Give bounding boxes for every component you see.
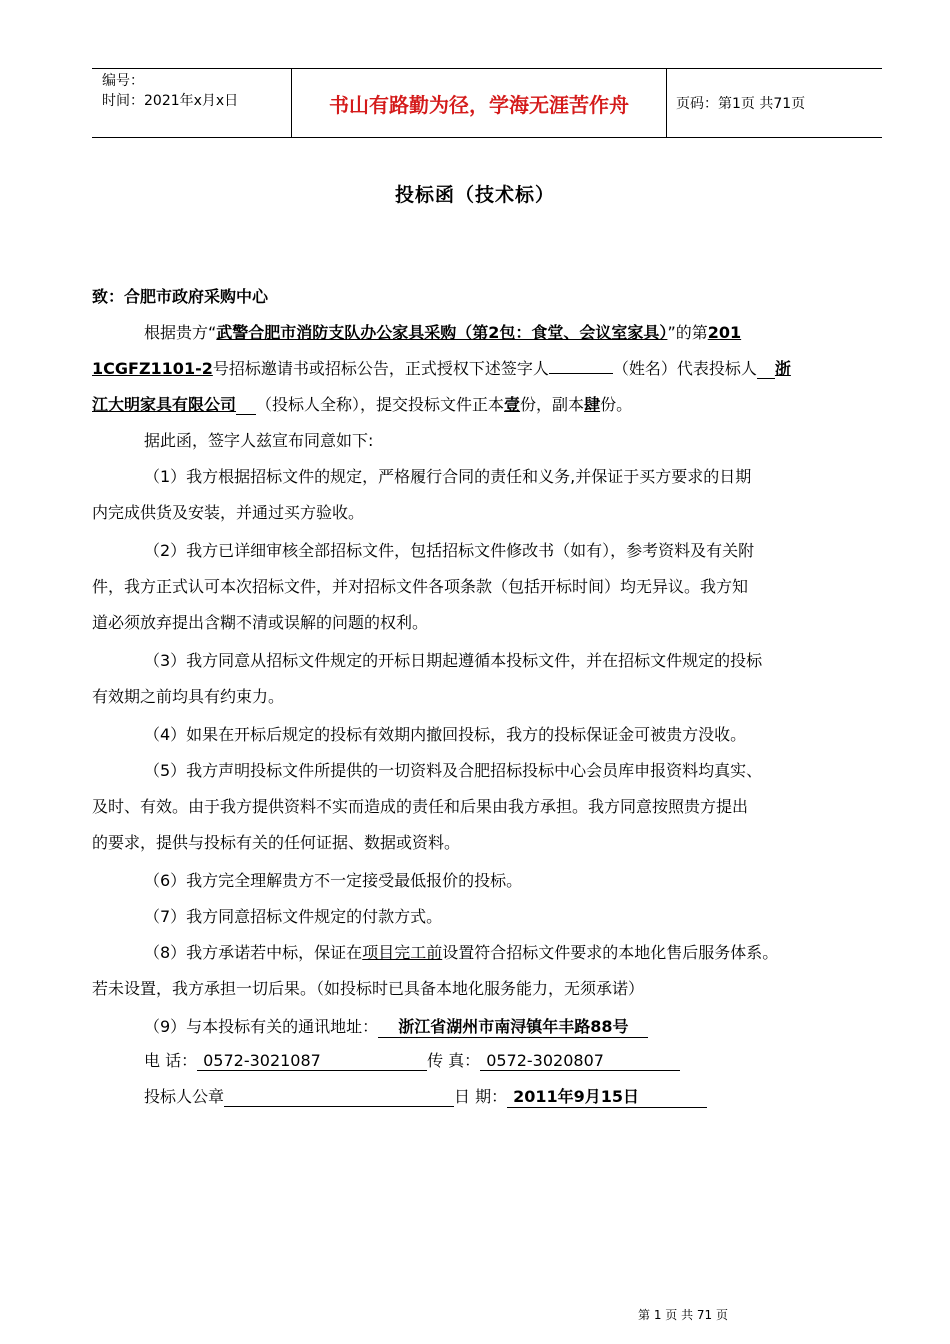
tel-label: 电 话：	[144, 1051, 198, 1070]
page-header	[92, 68, 882, 138]
item-1-line2: 内完成供货及安装，并通过买方验收。	[92, 503, 365, 522]
text: ”的第	[667, 323, 708, 342]
tel-value: 0572-3021087	[197, 1051, 427, 1071]
text: 根据贵方“	[144, 323, 217, 342]
contact-line-2	[144, 1084, 707, 1108]
item-2-line1: （2）我方已详细审核全部招标文件，包括招标文件修改书（如有），参考资料及有关附	[144, 541, 755, 560]
recipient: 致：合肥市政府采购中心	[92, 287, 269, 306]
text: （姓名）代表投标人	[612, 359, 757, 378]
seal-blank	[224, 1087, 454, 1107]
original-copies: 壹	[504, 395, 521, 414]
item-8-line2: 若未设置，我方承担一切后果。（如投标时已具备本地化服务能力，无须承诺）	[92, 979, 645, 998]
underline-gap	[757, 359, 775, 379]
project-name: 武警合肥市消防支队办公家具采购（第2包：食堂、会议室家具）	[216, 323, 668, 342]
address-value: 浙江省湖州市南浔镇年丰路88号	[378, 1014, 648, 1038]
item-1-line1: （1）我方根据招标文件的规定，严格履行合同的责任和义务,并保证于买方要求的日期	[144, 467, 752, 486]
item-5-line1: （5）我方声明投标文件所提供的一切资料及合肥招标投标中心会员库申报资料均真实、	[144, 761, 763, 780]
item-8-line1	[144, 940, 778, 963]
date-value: 2011年9月15日	[507, 1084, 707, 1108]
contact-line-1	[144, 1048, 680, 1071]
item-5-line3: 的要求，提供与投标有关的任何证据、数据或资料。	[92, 833, 461, 852]
underline-gap	[236, 395, 256, 415]
address-label: （9）与本投标有关的通讯地址：	[144, 1017, 379, 1036]
time-label: 时间：2021年x月x日	[102, 93, 239, 109]
fax-value: 0572-3020807	[480, 1051, 680, 1071]
text: 份。	[600, 395, 633, 414]
company-name-part2: 江大明家具有限公司	[92, 395, 237, 414]
item-2-line3: 道必须放弃提出含糊不清或误解的问题的权利。	[92, 613, 429, 632]
declaration: 据此函，签字人兹宣布同意如下:	[144, 431, 374, 450]
header-motto: 书山有路勤为径，学海无涯苦作舟	[292, 69, 667, 137]
header-meta-cell	[92, 69, 292, 137]
item-3-line1: （3）我方同意从招标文件规定的开标日期起遵循本投标文件，并在招标文件规定的投标	[144, 651, 763, 670]
seal-label: 投标人公章	[144, 1087, 225, 1106]
company-name-part1: 浙	[774, 359, 791, 378]
item-9	[144, 1014, 648, 1038]
fax-label: 传 真：	[427, 1051, 481, 1070]
header-page-label: 页码：第1页 共71页	[676, 96, 806, 112]
para1-line2	[92, 356, 791, 379]
project-code-part1: 201	[707, 323, 742, 342]
text: （8）我方承诺若中标，保证在	[144, 943, 363, 962]
item-4: （4）如果在开标后规定的投标有效期内撤回投标，我方的投标保证金可被贵方没收。	[144, 725, 747, 744]
date-label: 日 期：	[454, 1087, 508, 1106]
page-footer: 第 1 页 共 71 页	[638, 1308, 728, 1322]
text: 设置符合招标文件要求的本地化售后服务体系。	[442, 943, 779, 962]
para1-line1	[144, 320, 741, 343]
item-5-line2: 及时、有效。由于我方提供资料不实而造成的责任和后果由我方承担。我方同意按照贵方提出	[92, 797, 749, 816]
signatory-blank	[549, 357, 613, 374]
project-code-part2: 1CGFZ1101-2	[92, 359, 213, 378]
item-3-line2: 有效期之前均具有约束力。	[92, 687, 285, 706]
para1-line3	[92, 392, 632, 415]
text: 号招标邀请书或招标公告，正式授权下述签字人	[212, 359, 549, 378]
item-6: （6）我方完全理解贵方不一定接受最低报价的投标。	[144, 871, 523, 890]
duplicate-copies: 肆	[584, 395, 601, 414]
item-2-line2: 件，我方正式认可本次招标文件，并对招标文件各项条款（包括开标时间）均无异议。我方知	[92, 577, 749, 596]
text: （投标人全称），提交投标文件正本	[256, 395, 505, 414]
commitment-deadline: 项目完工前	[362, 943, 443, 962]
document-title: 投标函（技术标）	[394, 184, 555, 206]
item-7: （7）我方同意招标文件规定的付款方式。	[144, 907, 443, 926]
number-label: 编号：	[102, 73, 144, 89]
text: 份，副本	[520, 395, 585, 414]
